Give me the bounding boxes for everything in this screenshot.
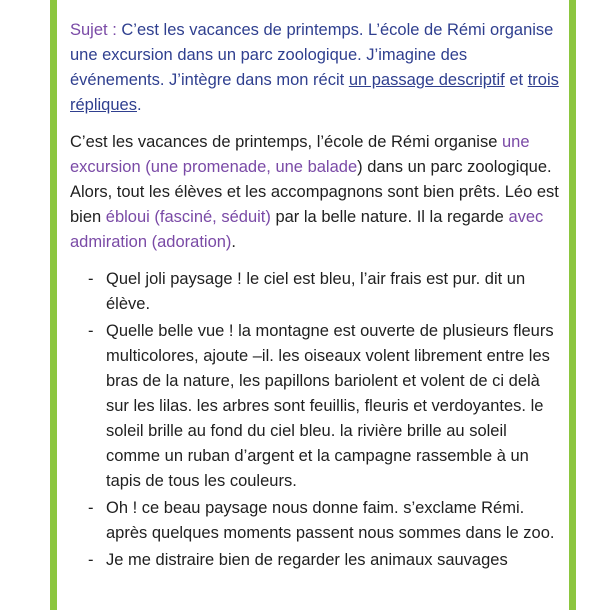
subject-block: [70, 18, 560, 118]
synonym-highlight: ébloui (fasciné, séduit): [105, 208, 271, 226]
dialog-text: Quelle belle vue ! la montagne est ouverte de plusieurs fleurs multicolores, ajoute –il. les oiseaux volent librement entre les bras de la nature, les papillons bariolent et volent de ci delà sur les lilas. les arbres sont feuillis, fleuris et verdoyantes. le soleil brille au fond du ciel bleu. la rivière brille au soleil comme un ruban d’argent et la campagne rassemble à un tapis de tous les couleurs.: [106, 322, 554, 490]
synonym-highlight: une excursion (une promenade, une balade: [70, 133, 530, 176]
dialog-line: [70, 267, 560, 317]
subject-text: C’est les vacances de printemps. L’école de Rémi organise une excursion dans un parc zoologique. J’imagine des événements. J’intègre dans mon récit: [70, 21, 554, 89]
subject-text-middle: et: [504, 71, 528, 89]
dialog-line: [70, 548, 560, 573]
paragraph-text: C’est les vacances de printemps, l’école de Rémi organise: [70, 133, 502, 151]
subject-label: Sujet :: [70, 21, 117, 39]
paragraph-text: ) dans un parc zoologique. Alors, tout les élèves et les accompagnons sont bien prêts. Léo est bien: [70, 158, 559, 226]
narrative-paragraph: [70, 130, 560, 255]
dash-bullet: -: [88, 270, 94, 288]
dialog-line: [70, 496, 560, 546]
dialog-list: [70, 267, 560, 573]
paragraph-text: par la belle nature. Il la regarde: [270, 208, 509, 226]
dash-bullet: -: [88, 499, 94, 517]
synonym-highlight: avec admiration (adoration): [70, 208, 544, 251]
dash-bullet: -: [88, 551, 94, 569]
subject-text-end: .: [136, 96, 142, 114]
subject-underlined-descriptive: un passage descriptif: [348, 71, 505, 89]
dialog-line: [70, 319, 560, 494]
dialog-text: Oh ! ce beau paysage nous donne faim. s’exclame Rémi. après quelques moments passent nous sommes dans le zoo.: [106, 499, 555, 542]
right-border: [569, 0, 576, 610]
dash-bullet: -: [88, 322, 94, 340]
left-border: [50, 0, 57, 610]
dialog-text: Je me distraire bien de regarder les animaux sauvages: [106, 551, 508, 569]
paragraph-text: .: [231, 233, 237, 251]
cropped-title-fragment: [230, 0, 490, 6]
document-page: [70, 18, 560, 575]
dialog-text: Quel joli paysage ! le ciel est bleu, l’air frais est pur. dit un élève.: [106, 270, 526, 313]
subject-underlined-replies: trois répliques: [70, 71, 559, 114]
